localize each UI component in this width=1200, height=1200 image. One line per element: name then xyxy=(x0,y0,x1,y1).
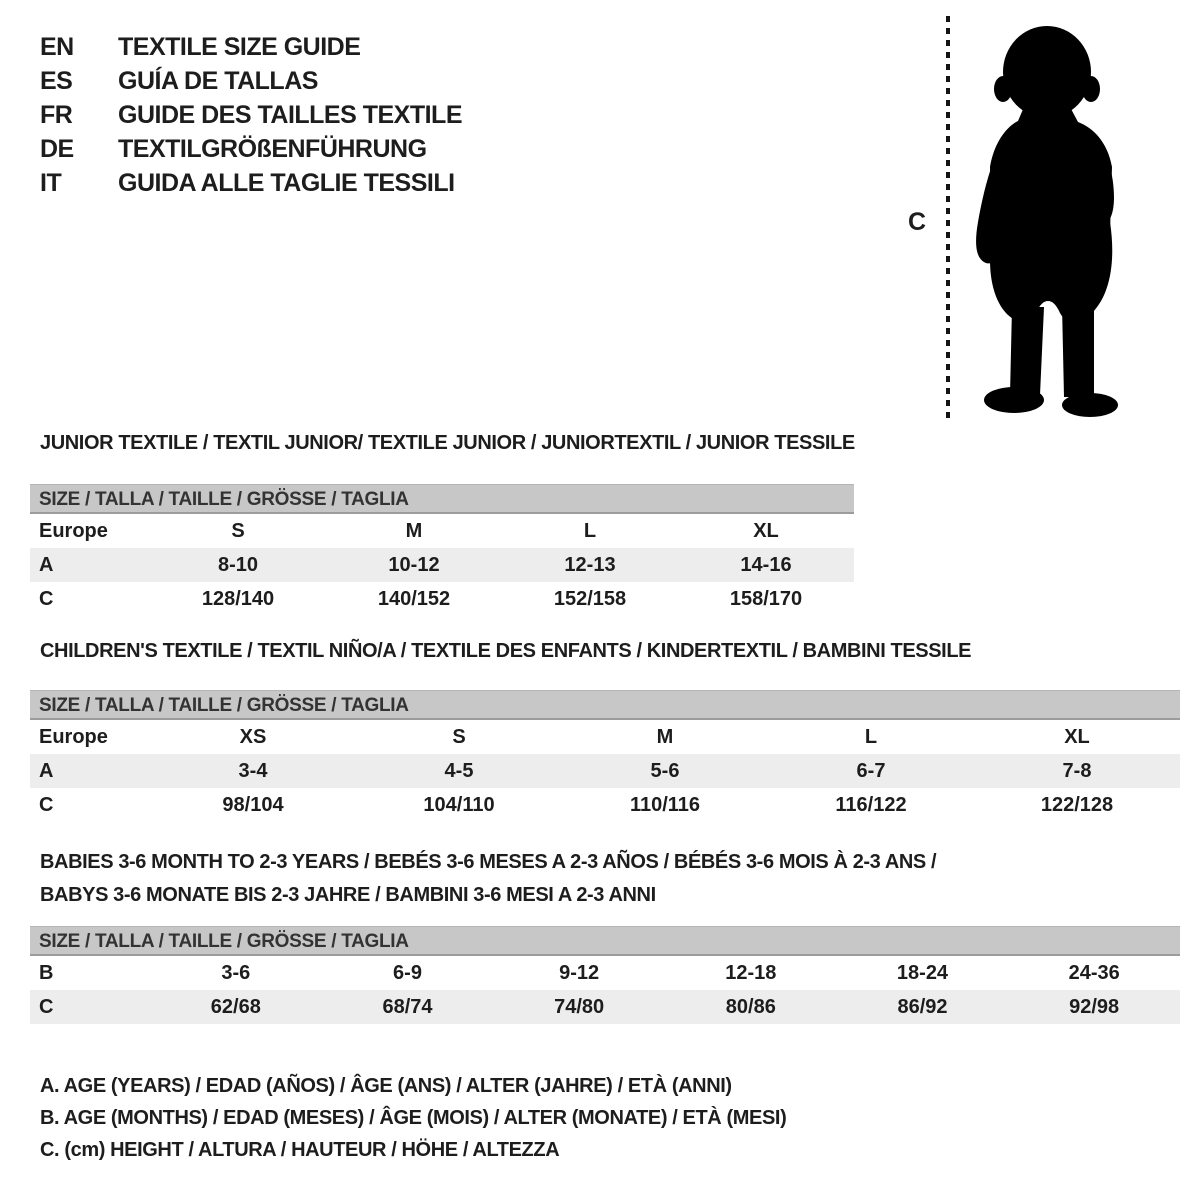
table-cell: 14-16 xyxy=(740,553,792,576)
table-cell: 6-7 xyxy=(856,759,886,782)
footnote-age-months: B. AGE (MONTHS) / EDAD (MESES) / ÂGE (MOIS) / ALTER (MONATE) / ETÀ (MESI) xyxy=(40,1107,787,1129)
language-title: GUIDE DES TAILLES TEXTILE xyxy=(118,100,463,129)
table-cell: 140/152 xyxy=(377,587,451,610)
table-cell: 3-6 xyxy=(221,961,251,984)
size-column-header: L xyxy=(583,519,597,542)
size-column-header: M xyxy=(656,725,674,748)
language-title: GUIDA ALLE TAGLIE TESSILI xyxy=(118,168,455,197)
table-row-age xyxy=(30,754,1180,788)
table-cell: 116/122 xyxy=(835,793,907,816)
footnote-height-cm: C. (cm) HEIGHT / ALTURA / HAUTEUR / HÖHE / ALTEZZA xyxy=(40,1139,560,1161)
table-cell: 6-9 xyxy=(393,961,422,984)
row-label: C xyxy=(39,793,54,816)
table-cell: 110/116 xyxy=(629,793,701,816)
table-cell: 122/128 xyxy=(1040,793,1114,816)
height-dashed-line-icon xyxy=(944,16,952,418)
language-row-en xyxy=(40,30,462,64)
table-cell: 7-8 xyxy=(1062,759,1092,782)
table-cell: 68/74 xyxy=(382,995,433,1018)
table-cell: 12-13 xyxy=(564,553,616,576)
language-header xyxy=(40,30,462,200)
language-row-fr xyxy=(40,98,462,132)
table-row-height xyxy=(30,582,854,616)
table-header-row xyxy=(30,514,854,548)
table-row-age xyxy=(30,548,854,582)
region-label: Europe xyxy=(39,725,108,748)
children-size-table xyxy=(30,690,1180,822)
language-row-it xyxy=(40,166,462,200)
table-cell: 18-24 xyxy=(896,961,949,984)
row-label: A xyxy=(39,759,54,782)
language-code: IT xyxy=(40,168,62,197)
toddler-silhouette-icon xyxy=(962,16,1142,418)
language-code: DE xyxy=(40,134,74,163)
row-label: A xyxy=(39,553,54,576)
region-label: Europe xyxy=(39,519,108,542)
table-cell: 74/80 xyxy=(554,995,605,1018)
size-header-bar: SIZE / TALLA / TAILLE / GRÖSSE / TAGLIA xyxy=(30,484,854,514)
table-cell: 80/86 xyxy=(725,995,776,1018)
table-row-height xyxy=(30,788,1180,822)
children-section-title: CHILDREN'S TEXTILE / TEXTIL NIÑO/A / TEXTILE DES ENFANTS / KINDERTEXTIL / BAMBINI TESSILE xyxy=(40,640,972,662)
size-column-header: XL xyxy=(753,519,779,542)
size-column-header: XS xyxy=(239,725,267,748)
table-cell: 158/170 xyxy=(729,587,803,610)
size-header-bar: SIZE / TALLA / TAILLE / GRÖSSE / TAGLIA xyxy=(30,926,1180,956)
table-cell: 10-12 xyxy=(388,553,440,576)
table-cell: 98/104 xyxy=(222,793,284,816)
language-title: GUÍA DE TALLAS xyxy=(118,66,318,95)
row-label: B xyxy=(39,961,54,984)
babies-title-line2: BABYS 3-6 MONATE BIS 2-3 JAHRE / BAMBINI 3-6 MESI A 2-3 ANNI xyxy=(40,884,656,906)
height-measure-label: C xyxy=(908,208,927,236)
babies-section-title xyxy=(40,846,936,912)
language-row-de xyxy=(40,132,462,166)
language-code: FR xyxy=(40,100,73,129)
table-cell: 104/110 xyxy=(423,793,495,816)
row-label: C xyxy=(39,587,54,610)
table-header-row xyxy=(30,720,1180,754)
babies-size-table xyxy=(30,926,1180,1024)
size-column-header: S xyxy=(231,519,245,542)
language-title: TEXTILGRÖßENFÜHRUNG xyxy=(118,134,427,163)
table-cell: 9-12 xyxy=(559,961,600,984)
table-cell: 86/92 xyxy=(897,995,948,1018)
table-cell: 8-10 xyxy=(217,553,259,576)
table-cell: 62/68 xyxy=(210,995,261,1018)
babies-title-line1: BABIES 3-6 MONTH TO 2-3 YEARS / BEBÉS 3-6 MESES A 2-3 AÑOS / BÉBÉS 3-6 MOIS À 2-3 ANS / xyxy=(40,851,937,873)
table-cell: 152/158 xyxy=(553,587,627,610)
table-cell: 92/98 xyxy=(1069,995,1120,1018)
table-cell: 3-4 xyxy=(238,759,268,782)
table-cell: 12-18 xyxy=(725,961,777,984)
size-column-header: S xyxy=(452,725,466,748)
size-column-header: L xyxy=(864,725,878,748)
size-column-header: M xyxy=(405,519,423,542)
table-cell: 128/140 xyxy=(201,587,275,610)
language-code: ES xyxy=(40,66,73,95)
size-column-header: XL xyxy=(1064,725,1090,748)
junior-section-title: JUNIOR TEXTILE / TEXTIL JUNIOR/ TEXTILE JUNIOR / JUNIORTEXTIL / JUNIOR TESSILE xyxy=(40,432,855,454)
junior-size-table xyxy=(30,484,854,616)
table-row-height xyxy=(30,990,1180,1024)
language-row-es xyxy=(40,64,462,98)
language-code: EN xyxy=(40,32,74,61)
size-header-bar: SIZE / TALLA / TAILLE / GRÖSSE / TAGLIA xyxy=(30,690,1180,720)
language-title: TEXTILE SIZE GUIDE xyxy=(118,32,361,61)
row-label: C xyxy=(39,995,54,1018)
table-cell: 4-5 xyxy=(444,759,474,782)
table-cell: 5-6 xyxy=(650,759,680,782)
footnotes xyxy=(40,1070,786,1166)
table-row-age-months xyxy=(30,956,1180,990)
footnote-age-years: A. AGE (YEARS) / EDAD (AÑOS) / ÂGE (ANS) / ALTER (JAHRE) / ETÀ (ANNI) xyxy=(40,1075,732,1097)
table-cell: 24-36 xyxy=(1068,961,1120,984)
